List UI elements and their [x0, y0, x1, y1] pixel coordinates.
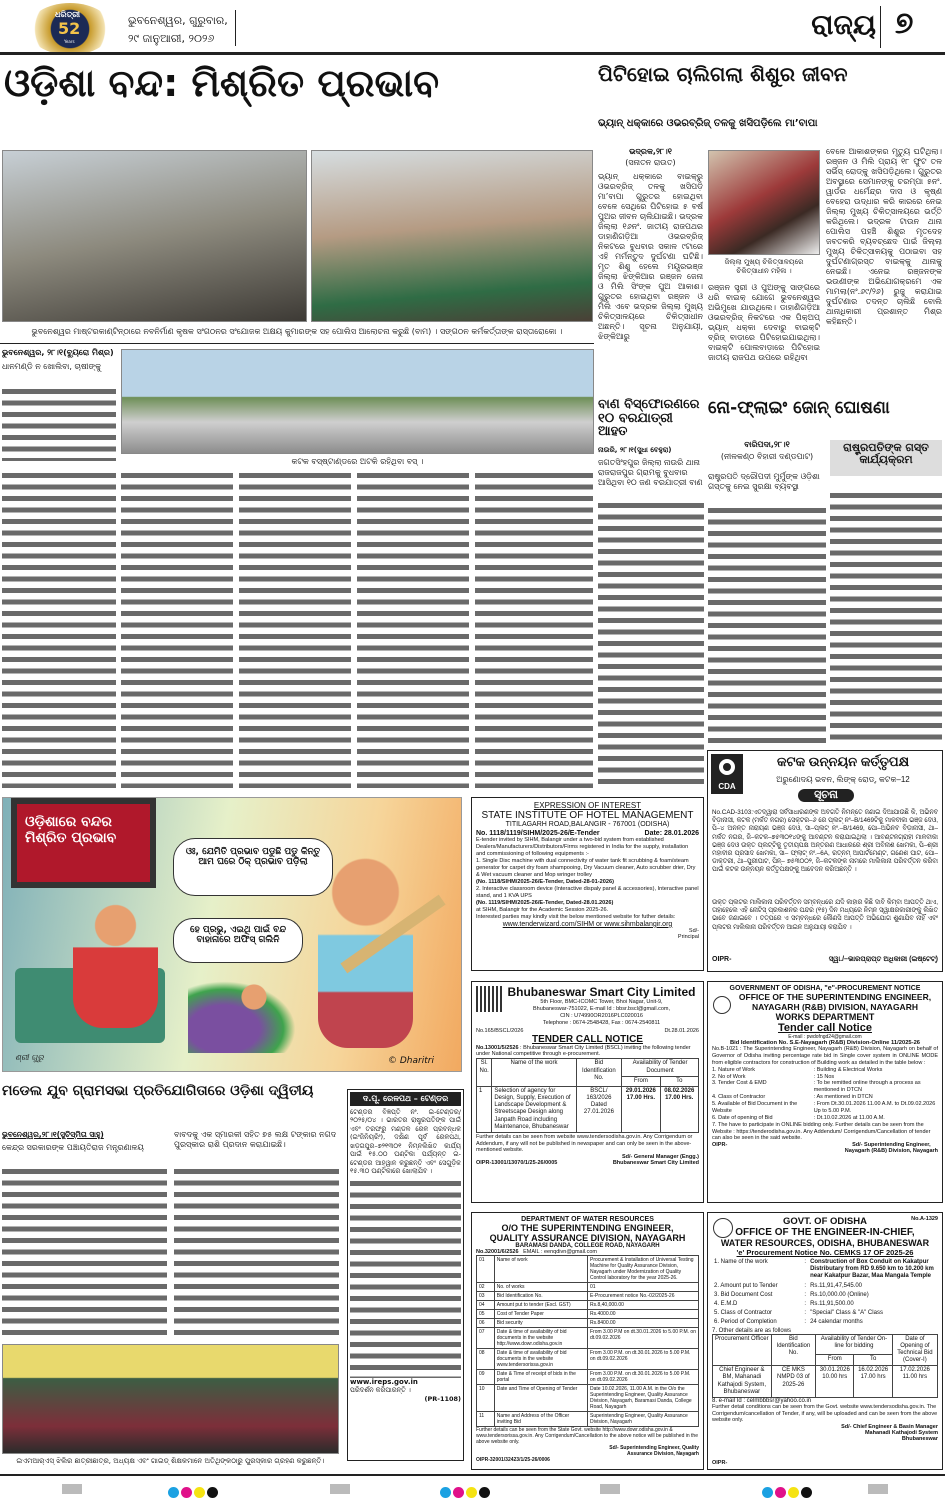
- bscl-oipr: OIPR-13001/13070/1/25-26/0005: [476, 1159, 558, 1166]
- eic-item-value: 24 calendar months: [810, 1319, 863, 1326]
- rb-item-label: 2. No of Work: [712, 1073, 746, 1080]
- cell: 09: [477, 1370, 495, 1385]
- cda-address: ଅରୁଣୋଦୟ ଭବନ, ଲିଙ୍କ୍ ରୋଡ୍, କଟକ–12: [776, 775, 910, 784]
- eic-oipr: OIPR-: [712, 1460, 728, 1466]
- rail-tender-website: www.ireps.gov.in: [350, 1377, 418, 1386]
- odisha-emblem-icon: [713, 996, 731, 1014]
- rb-item-value: : Dt.10.02.2026 at 11.00 A.M.: [813, 1114, 885, 1121]
- cell: 08.02.2026 17.00 Hrs.: [660, 1086, 698, 1132]
- cell: Chief Engineer & BM, Mahanadi Kathajodi System, Bhubaneswar: [713, 1366, 772, 1398]
- speech-bubble-1: ଓଃ, ଯେମିତି ପ୍ରଭାବ ପଡୁଛି ପଡୁ କିନ୍ତୁ ଆମ ଘରେ ଠିକ୍ ପ୍ରଭାବ ପଡ଼ିଲା: [173, 838, 333, 896]
- table-row: [477, 1283, 699, 1292]
- gramsabha-col2-intro: ବାବଦକୁ ଏକ ସ୍ମାରକୀ ସହିତ ୭୫ ଲକ୍ଷ ଟଙ୍କାର ନଗଦ ପୁରସ୍କାର ରାଶି ପ୍ରଦାନ କରାଯାଇଛି।: [174, 1130, 337, 1149]
- rail-tender-code: (PR-1108): [424, 1394, 461, 1403]
- qa-tender-table: [476, 1255, 699, 1427]
- nofly-body-col1: [708, 505, 826, 745]
- nofly-dateline: ବାରିପଦା,୨୮।୧: [744, 440, 790, 449]
- th: Date of Opening of Technical Bid (Cover-I): [892, 1334, 937, 1366]
- rail-tender-note: ପରିଦର୍ଶନ କରିପାରନ୍ତି ।: [350, 1385, 411, 1394]
- qa-sign: Sd/- Superintending Engineer, Quality Assurance Division, Nayagarh: [609, 1445, 699, 1457]
- accident-dateline: ଭଦ୍ରକ,୨୮।୧: [629, 147, 672, 156]
- table-row: [477, 1412, 699, 1427]
- eic-item-label: 1. Name of the work: [714, 1259, 768, 1265]
- cell: Name of work: [494, 1256, 587, 1283]
- accident-col3: ବେଳେ ଆକାଶଙ୍କର ମୃତ୍ୟୁ ଘଟିଥିଲା। ରଞ୍ଜନ ଓ ମିଲି ପ୍ରାୟ ୧୮ ଫୁଟ ତଳ ସର୍ଭିସ୍ ରୋଡ୍‌କୁ ଖସିପଡ଼ିଥିଲେ। ଗୁରୁତର ଅବସ୍ଥାରେ ସେମାନଙ୍କୁ ଚରମ୍ପା ୫ନଂ. ୱାର୍ଡର ଧର୍ମେନ୍ଦ୍ର ଦାସ ଓ କୃଷ୍ଣ ବେହେରା ଉଦ୍ଧାର କରି କାରରେ ନେଇ ଜିଲ୍ଲା ମୁଖ୍ୟ ଚିକିତ୍ସାଳୟରେ ଭର୍ତ୍ତି କରିଥିଲେ। ଭଦ୍ରକ ଟାଉନ ଥାନା ପୋଲିସ ପହଞ୍ଚି ଶିଶୁର ମୃତଦେହ ଜବତକରି ବ୍ୟବଚ୍ଛେଦ ପାଇଁ ଜିଲ୍ଲା ମୁଖ୍ୟ ଚିକିତ୍ସାଳୟକୁ ପଠାଇବା ସହ ଦୁର୍ଘଟଣାଗ୍ରସ୍ତ ବାଇକ୍‌କୁ ଥାନାକୁ ନେଇଛି। ଏନେଇ ରଞ୍ଜନଙ୍କ ଭଉଣୀଙ୍କ ଅଭିଯୋଗକ୍ରମେ ଏକ ମାମଲା(ନଂ.୬୯/୨୬) ରୁଜୁ କରାଯାଇ ଦୁର୍ଘଟଣାର ତଦନ୍ତ ଚାଲିଛି ବୋଲି ଥାନାଧିକାରୀ ପ୍ରଶାନ୍ତ ମିଶ୍ର କହିଛନ୍ତି।: [826, 147, 942, 326]
- cell: From 3.00 P.M on dt.30.01.2026 to 5.00 P.M. on dt.09.02.2026: [587, 1328, 698, 1349]
- table-row: [477, 1310, 699, 1319]
- rb-items: [712, 1067, 938, 1122]
- cell: 01: [477, 1256, 495, 1283]
- lead-body-col1b: [2, 470, 116, 788]
- nofly-schedule-box: ରାଷ୍ଟ୍ରପତିଙ୍କ ଗସ୍ତ କାର୍ଯ୍ୟକ୍ରମ: [830, 440, 942, 476]
- eoi-item-2-ref: (No. 1119/SIHM/2025-26/E-Tender, Dated-28.01.2026): [476, 899, 614, 906]
- table-row: [477, 1319, 699, 1328]
- rb-item-value: : Building & Electrical Works: [813, 1066, 883, 1073]
- registration-gray-mark: [600, 1484, 620, 1494]
- bus-photo-caption: କଟକ ବସ୍‌ଷ୍ଟାଣ୍ଡରେ ଅଟକି ରହିଥିବା ବସ୍ ।: [291, 457, 424, 466]
- cell: CE MKS NMPD 03 of 2025-26: [771, 1366, 816, 1398]
- accident-photo-caption: ଜିଲ୍ଲା ମୁଖ୍ୟ ଚିକିତ୍ସାଳୟରେ ଚିକିତ୍ସାଧୀନ ମହିଳା ।: [724, 258, 804, 275]
- rail-tender-ad: [347, 1089, 464, 1461]
- table-row: [477, 1349, 699, 1370]
- cell: Superintending Engineer, Quality Assurance Division, Nayagarh: [587, 1412, 698, 1427]
- cell: 07: [477, 1328, 495, 1349]
- rb-item-label: 3. Tender Cost & EMD: [712, 1080, 767, 1087]
- lead-photo-caption: ଭୁବନେଶ୍ୱର ମାଷ୍ଟରକାଣ୍ଟିନ୍‌ଠାରେ ନବନିର୍ମାଣ କୃଷକ ସଂଗଠନର ସଂଯୋଜକ ଅକ୍ଷୟ କୁମାରଙ୍କ ସହ ପୋଲିସ ଆଲୋଚନା କରୁଛି (ବାମ) । ସଙ୍ଗଠନ କର୍ମକର୍ତ୍ତାଙ୍କ ରାସ୍ତାରୋକୋ ।: [31, 327, 563, 336]
- cell: 10: [477, 1385, 495, 1412]
- qa-ref: No.32001/6/2526: [476, 1249, 519, 1255]
- nofly-body-col2: [830, 490, 942, 745]
- eic-item-label: 2. Amount put to Tender: [714, 1282, 778, 1289]
- cell: From 3.00 P.M. on dt.30.01.2026 to 5.00 P.M. on dt.09.02.2026: [587, 1370, 698, 1385]
- lead-headline: ଓଡ଼ିଶା ବନ୍ଦ: ମିଶ୍ରିତ ପ୍ରଭାବ: [4, 61, 440, 105]
- eic-item: [712, 1282, 938, 1291]
- accident-subhead: ଭ୍ୟାନ୍ ଧକ୍କାରେ ଓଭରବ୍ରିଜ୍ ତଳକୁ ଖସିପଡ଼ିଲେ ମା’ବାପା: [598, 118, 818, 129]
- cell: Date & Time of receipt of bids in the portal: [494, 1370, 587, 1385]
- cell: Name and Address of the Officer inviting Bid: [494, 1412, 587, 1427]
- cda-logo: CDA: [711, 754, 743, 794]
- eic-water-resources-ad: [707, 1212, 943, 1470]
- qa-address: BARAMASI DANDA, COLLEGE ROAD, NAYAGARH: [515, 1243, 660, 1249]
- rb-item: [712, 1115, 938, 1122]
- th: From: [816, 1354, 854, 1366]
- eoi-number: No. 1118/1119/SIHM/2025-26/E-Tender: [476, 830, 600, 837]
- cell: 29.01.2026 17.00 Hrs.: [622, 1086, 660, 1132]
- bscl-intro-num: No.13001/5/2526: [476, 1044, 519, 1051]
- rb-item-value: : As mentioned in DTCN: [813, 1094, 873, 1101]
- eic-item-label: 3. Bid Document Cost: [714, 1291, 773, 1298]
- bscl-intro: : Bhubaneswar Smart City Limited (BSCL) inviting the following tender under National competitive through e-procurement.: [476, 1044, 691, 1058]
- bscl-logo: [476, 986, 502, 1012]
- eic-item-sep: :: [804, 1259, 807, 1265]
- rb-item: [712, 1101, 938, 1115]
- lead-photo-protest: [311, 150, 593, 322]
- cell: Date and Time of Opening of Tender: [494, 1385, 587, 1412]
- cell: 30.01.2026 10.00 hrs: [816, 1366, 854, 1398]
- th: To: [854, 1354, 892, 1366]
- th: From: [622, 1076, 660, 1086]
- eic-item-sep: :: [804, 1282, 807, 1289]
- bscl-address: 5th Floor, BMC-ICOMC Tower, Bhoi Nagar, Unit-9,: [540, 999, 663, 1005]
- eic-items: [712, 1258, 938, 1328]
- eic-item-sep: :: [804, 1300, 807, 1307]
- eoi-date: Date: 28.01.2026: [644, 830, 699, 837]
- cartoon-girl-laundry: [188, 973, 308, 1053]
- table-row: [477, 1086, 699, 1132]
- rb-item: [712, 1074, 938, 1081]
- rb-item: [712, 1080, 938, 1094]
- nofly-headline: ନୋ-ଫ୍ଲାଇଂ ଜୋନ୍ ଘୋଷଣା: [708, 398, 890, 418]
- rb-intro: No.B-1021 : The Superintending Engineer, Nayagarh (R&B) Division, Nayagarh on behalf of Governor of Odisha inviting percentage rate bid in Single cover system in ONLINE MODE from eligible contractors for construction of Building work as detailed in the table below :: [712, 1046, 938, 1066]
- cell: Rs.8400.00: [587, 1319, 698, 1328]
- gramsabha-photo-caption: ଇଏମଆର୍‌ଏସ୍ ଝିଲିର ଛାତ୍ରୀଛାତ୍ର, ଅଧ୍ୟକ୍ଷ ଏବଂ ଗାଇଡ୍ ଶିକ୍ଷକମାନେ ଅତିଥିଙ୍କଠାରୁ ପୁରସ୍କାର ଗ୍ରହଣ କରୁଛନ୍ତି।: [16, 1457, 325, 1465]
- cell: Rs.8,40,000.00: [587, 1301, 698, 1310]
- bscl-signer: Bhubaneswar Smart City Limited: [612, 1159, 699, 1166]
- rb-item-value: : From Dt.30.01.2026 11.00 A.M. to Dt.09.02.2026 Up to 5.00 P.M.: [813, 1101, 936, 1114]
- bscl-title: TENDER CALL NOTICE: [532, 1033, 643, 1045]
- table-row: [477, 1256, 699, 1283]
- gramsabha-body-col2: [174, 1166, 339, 1341]
- eic-item: [712, 1258, 938, 1282]
- eic-item: [712, 1300, 938, 1309]
- eic-item-7: 7. Other details are as follows: [712, 1327, 792, 1334]
- cell: BSCL/ 163/2026 Dated 27.01.2026: [576, 1086, 621, 1132]
- rb-item-label: 1. Nature of Work: [712, 1066, 755, 1073]
- rb-item-label: 5. Available of Bid Document in the Website: [712, 1101, 798, 1114]
- rb-sign: Sd/- Superintending Engineer,: [852, 1142, 931, 1149]
- registration-gray-mark: [330, 1484, 350, 1494]
- cell: Selection of agency for Design, Supply, Execution of Landscape Development & Streetscape Design along Janpath Road including Maintenance, Bhubaneswar: [492, 1086, 576, 1132]
- table-row: [477, 1385, 699, 1412]
- eoi-intro: E-tender invited by SIHM, Balangir under a two-bid system from established Dealers/Manufacturers/Distributors/Firms registered in India for the supply, installation and commissioning of following equipments :-: [476, 837, 689, 857]
- eic-signer-2: Bhubaneswar: [901, 1435, 938, 1442]
- bscl-address-2: Bhubaneswar-751022, E-mail Id : bbsr.bscl@gmail.com,: [532, 1006, 671, 1013]
- rb-email: E-mail : pwdofngd24@gmail.com: [788, 1034, 862, 1040]
- th: Availability of Tender On-line for bidding: [816, 1334, 893, 1354]
- anniversary-logo: ଧରିତ୍ରୀ 52 Years: [28, 3, 112, 55]
- accident-photo: [708, 150, 820, 255]
- rb-bid-id: Bid Identification No. S.E-Nayagarh (R&B) Division-Online 11/2025-26: [729, 1040, 921, 1046]
- gramsabha-body-col1: [2, 1166, 167, 1341]
- qa-email: EMAIL : eenqdivn@gmail.com: [523, 1249, 597, 1255]
- qa-org-1: O/O THE SUPERINTENDING ENGINEER,: [501, 1223, 674, 1233]
- cell: Amount put to tender (Excl. GST): [494, 1301, 587, 1310]
- cda-notice-ad: [707, 750, 943, 972]
- table-row: [713, 1366, 938, 1398]
- eic-item-label: 6. Period of Completion: [714, 1319, 777, 1326]
- rb-org-1: OFFICE OF THE SUPERINTENDING ENGINEER,: [738, 992, 932, 1002]
- cell: Bid Identification No.: [494, 1292, 587, 1301]
- rb-oipr: OIPR-: [712, 1142, 728, 1149]
- footer-rule: [0, 1474, 945, 1476]
- rail-tender-body: ଟେଣ୍ଡର ବିଜ୍ଞପ୍ତି ନଂ. ଇ-ଟେଣ୍ଡର/୨୦୨୫/୦୪ । ଭାରତର ରାଷ୍ଟ୍ରପତିଙ୍କ ପାଇଁ ଏବଂ ତରଫରୁ ମଣ୍ଡଳ ରେଳ ପ୍ରବନ୍ଧକ (ଇଂଜିନିୟରିଂ), ଦକ୍ଷିଣ ପୂର୍ବ ରେଳପଥ, ଖଡ଼ଗପୁର–୭୨୧୩୦୧ ନିମ୍ନଲିଖିତ କାର୍ଯ୍ୟ ପାଇଁ ୧୫.୦୦ ଘଣ୍ଟିକା ପର୍ଯ୍ୟନ୍ତ ଇ-ଟେଣ୍ଡର ଆହ୍ୱାନ କରୁଛନ୍ତି ଏବଂ ସେଗୁଡ଼ିକ ୧୫.୩୦ ଘଣ୍ଟିକାରେ ଖୋଲାଯିବ ।: [350, 1108, 461, 1176]
- nayagarh-rb-tender-ad: [707, 981, 943, 1203]
- eic-item-value: "Special" Class & "A" Class: [810, 1310, 883, 1317]
- bscl-org: Bhubaneswar Smart City Limited: [507, 985, 696, 999]
- eic-item: [712, 1309, 938, 1318]
- eic-item-value: Rs.11,91,47,545.00: [810, 1282, 862, 1289]
- accident-headline: ପିଟିହୋଇ ଚାଲିଗଲା ଶିଶୁର ଜୀବନ: [598, 62, 848, 86]
- rb-item-value: : 15 Nos: [813, 1073, 835, 1080]
- sihm-eoi-ad: [471, 797, 704, 971]
- th: Bid Identification No.: [576, 1059, 621, 1087]
- eic-item-value: Construction of Box Conduit on Kakatpur Distributary from RD 9.650 km to 10.200 km near Kakatpur Bazar, Maa Mangala Temple: [810, 1259, 934, 1280]
- qa-dept: DEPARTMENT OF WATER RESOURCES: [521, 1216, 654, 1223]
- rb-kicker: GOVERNMENT OF ODISHA, "e"-PROCUREMENT NOTICE: [729, 985, 921, 992]
- qa-nayagarh-tender-ad: [471, 1212, 704, 1470]
- masthead-rule: [0, 52, 945, 55]
- cda-body: No.CAD-3103:ଏତଦ୍ୱାରା ସର୍ବସାଧାରଣଙ୍କ ଅବଗତି ନିମନ୍ତେ ଜଣାଇ ଦିଆଯାଉଛି କି, ଅଭିନବ ବିଡ଼ାନାସୀ, କଟକ (ମର୍କତ ନଗର) ସେକ୍ଟର–୬ ରେ ପ୍ଲଟ୍ ନଂ–B/1469ଟିକୁ ମାଳବୀକା ଭଞ୍ଜ ଦେଓ, ପି–୪ ଅନନ୍ତ ନାରାୟଣ ଭଞ୍ଜ ଦେଓ, ସା–ପ୍ଲଟ୍ ନଂ.–B/1469, ପୋ–ଅଭିନବ ବିଡ଼ାନାସୀ, ଥା–ମର୍କତ ନଗର, ଜି–କଟକ–୭୫୩୦୧୪ଙ୍କୁ ଆବଣ୍ଟନ କରାଯାଇଥିଲା । ଆବଣ୍ଟନଗ୍ରାହୀ ମାଳବୀକା ଭଞ୍ଜ ଦେଓ ଉକ୍ତ ପ୍ଲଟ୍‌ଟିକୁ ତୃତୀୟପକ୍ଷ ଅନ୍ତରଣ ଆଧାରରେ ଶ୍ରୀ ଅବିନାଶ ଖେମକା, ପି–ଶ୍ରୀ ମହାବୀର ପ୍ରସାଦ ଖେମକା, ସା– ଫ୍ଲାଟ୍ ନଂ.–6A, ରତ୍ନମ୍ ଆପାର୍ଟମେଣ୍ଟ, ଗଣେଶ ଘାଟ, ପୋ–ଡାକ୍ତରୀ, ଥା–ପୁରୀଘାଟ, ପିନ୍– ୭୫୩୦୦୨, ଜି–କଟକଙ୍କ ନାମରେ ମାଲିକାନା ପରିବର୍ତ୍ତନ କରିବା ପାଇଁ କଟକ ଉନ୍ନୟନ କର୍ତ୍ତୃପକ୍ଷଙ୍କୁ ଆବେଦନ କରିଅଛନ୍ତି ।: [712, 809, 938, 874]
- rb-item-label: 6. Date of opening of Bid: [712, 1114, 773, 1121]
- eic-item-sep: :: [804, 1310, 807, 1317]
- rb-title: Tender call Notice: [778, 1022, 872, 1034]
- eoi-org: STATE INSTITUTE OF HOTEL MANAGEMENT: [481, 810, 694, 821]
- cell: Date & time of availability of bid documents in the website http://www.dowr.odisha.gov.in: [494, 1328, 587, 1349]
- cmyk-registration-marks: [168, 1483, 220, 1502]
- divider: [0, 343, 594, 344]
- eoi-address: TITILAGARH ROAD,BALANGIR - 767001 (ODISHA): [505, 821, 670, 828]
- cell: Cost of Tender Paper: [494, 1310, 587, 1319]
- cell: 03: [477, 1292, 495, 1301]
- cell: 16.02.2026 17.00 hrs: [854, 1366, 892, 1398]
- eic-item: [712, 1318, 938, 1327]
- eic-sign: Sd/- Chief Engineer & Basin Manager: [841, 1423, 938, 1430]
- masthead: [0, 0, 945, 56]
- qa-org-2: QUALITY ASSURANCE DIVISION, NAYAGARH: [489, 1233, 686, 1243]
- divider: [880, 6, 881, 48]
- cell: E-Procurement notice No.-02/2025-26: [587, 1292, 698, 1301]
- bscl-sign: Sd/- General Manager (Engg.): [621, 1153, 699, 1160]
- cell: Date & time of availability of bid documents in the website www.tendersorissa.gov.in: [494, 1349, 587, 1370]
- table-row: [477, 1370, 699, 1385]
- rb-item-label: 4. Class of Contractor: [712, 1094, 766, 1101]
- speech-bubble-2: ହେ ପ୍ରଭୁ, ଏଇଥି ପାଇଁ ବନ୍ଦ ବାହାନାରେ ଅଫିସ୍ ଗଲିନି: [173, 918, 303, 963]
- rb-org-2: NAYAGARH (R&B) DIVISION, NAYAGARH: [752, 1002, 918, 1012]
- cell: 1: [477, 1086, 492, 1132]
- cmyk-registration-marks: [762, 1483, 814, 1502]
- lead-intro: ଧାନମଣ୍ଡି ନ ଖୋଲିବା, ଚାଷୀଙ୍କୁ: [2, 362, 102, 371]
- accident-col2: ରଞ୍ଜନ ସ୍ତ୍ରୀ ଓ ପୁଅଙ୍କୁ ସାଙ୍ଗରେ ଧରି ବାଇକ୍ ଯୋଗେ ଭୁବନେଶ୍ୱର ଅଭିମୁଖେ ଯାଉଥିଲେ। ଡାହାଣିଗଡ଼ିଆ ଓଭରବ୍ରିଜ୍ ନିକଟରେ ଏକ ପିକ୍‌ଅପ୍ ଭ୍ୟାନ୍ ଧକ୍କା ଦେବାରୁ ବାଇକ୍‌ଟି ବ୍ରିଜ୍ ବାଡ଼ାରେ ପିଟିହୋଇଯାଇଥିଲା। ବାଇକ୍‌ଟି ପୋଲବାଡ଼ାରେ ପିଟିହୋଇ ଜାତୀୟ ରାଜପଥ ଉପରେ ରହିଥିବା: [708, 283, 820, 362]
- eic-item-label: 4. E.M.D: [714, 1300, 738, 1307]
- registration-gray-mark: [868, 1484, 888, 1494]
- eoi-kicker: EXPRESSION OF INTEREST: [533, 801, 642, 810]
- eic-no: No.A-1329: [911, 1216, 938, 1222]
- eoi-item-2: 2. Interactive classroom device (Interactive dispaly panel & accessories), Interactive panel stand, and 1 KVA UPS: [476, 885, 699, 899]
- eic-item-value: Rs.10,000.00 (Online): [810, 1291, 869, 1298]
- eoi-sign: Sd/-: [688, 927, 699, 934]
- accident-reporter: (ସନାତନ ରାଉତ): [625, 158, 676, 167]
- bscl-tender-ad: [471, 981, 704, 1203]
- th: Availability of Tender Document: [622, 1059, 699, 1076]
- rail-tender-title: ଦ.ପୂ. ରେଳପଥ – ଟେଣ୍ଡର: [350, 1092, 461, 1106]
- cell: 01: [587, 1283, 698, 1292]
- gramsabha-dateline: ଭୁବନେଶ୍ୱର,୨୮।୧(ସୁଚିସ୍ମିତା ସାହୁ): [2, 1130, 104, 1139]
- eic-item-sep: :: [804, 1319, 807, 1326]
- gramsabha-intro: କେନ୍ଦ୍ର ସରକାରଙ୍କ ପଞ୍ଚାୟତିରାଜ ମନ୍ତ୍ରଣାଳୟ: [2, 1143, 144, 1152]
- edition-place-day: ଭୁବନେଶ୍ୱର, ଗୁରୁବାର,: [128, 14, 228, 27]
- rb-signer: Nayagarh (R&B) Division, Nayagarh: [844, 1148, 938, 1155]
- cell: Procurement & Installation of Universal Testing Machine for Quality Assurance Division, Nayagarh under Modernization of Quality Control laboratory for the year 2025-26.: [587, 1256, 698, 1283]
- edition-date: ୨୯ ଜାନୁଆରୀ, ୨୦୨୬: [128, 32, 215, 45]
- firecracker-body: [598, 500, 704, 788]
- accident-col1: ଭ୍ୟାନ୍ ଧକ୍କାରେ ବାଇକ୍‌ରୁ ଓଭରବ୍ରିଜ୍ ତଳକୁ ଖସିପଡ଼ି ମା’ବାପା ଗୁରୁତର ହୋଇଥିବା ବେଳେ ସେଥିରେ ପିଟିହୋଇ ୫ ବର୍ଷ ପୁଅର ଜୀବନ ଚାଲିଯାଇଛି। ଭଦ୍ରକ ଜିଲ୍ଲା ୧୬ନଂ. ଜାତୀୟ ରାଜପଥର ଡାହାଣିଗଡ଼ିଆ ଓଭରବ୍ରିଜ୍ ନିକଟରେ ବୁଧବାର ସକାଳ ୯ଟାରେ ଏହି ମର୍ମନ୍ତୁଦ ଦୁର୍ଘଟଣା ଘଟିଛି। ମୃତ ଶିଶୁ ହେଲେ ମୟୂରଭଞ୍ଜ ଜିଲ୍ଲା ଝିଙ୍କିଆର ରଞ୍ଜନ ଜେନା ଓ ମିଲି ସିଂଙ୍କ ପୁଅ ଆକାଶ। ଗୁରୁତର ହୋଇଥିବା ରଞ୍ଜନ ଓ ମିଲି ଏବେ ଭଦ୍ରକ ଜିଲ୍ଲା ମୁଖ୍ୟ ଚିକିତ୍ସାଳୟରେ ଚିକିତ୍ସାଧୀନ ଅଛନ୍ତି। ସୂଚନା ଅନୁଯାୟୀ, ଝିଙ୍କିଆରୁ: [598, 172, 703, 341]
- cell: 11: [477, 1412, 495, 1427]
- th: Sl. No.: [477, 1059, 492, 1087]
- odisha-emblem-icon: [713, 1218, 733, 1238]
- nofly-intro: ରାଷ୍ଟ୍ରପତି ଦ୍ରୌପଦୀ ମୁର୍ମୁଙ୍କ ଓଡ଼ିଶା ଗସ୍ତକୁ ନେଇ ସୁରକ୍ଷା ବ୍ୟବସ୍ଥା: [708, 472, 820, 491]
- eic-tender-table: [712, 1334, 938, 1399]
- cell: No. of works: [494, 1283, 587, 1292]
- lead-body-col2: [121, 470, 233, 788]
- eic-email: 8. e-mail Id : celmbbbsr@yahoo.co.in: [712, 1398, 812, 1404]
- cartoon-credit: © Dharitri: [388, 1056, 434, 1066]
- qa-oipr: OIPR-32001/32423/1/25-26/0006: [476, 1457, 550, 1463]
- lead-body-col3: [239, 470, 351, 788]
- table-row: [477, 1292, 699, 1301]
- cda-notice-title: ସୂଚନା: [798, 789, 854, 802]
- table-row: [477, 1328, 699, 1349]
- rb-item-7: 7. The have to participate in ONLINE bidding only. Further details can be seen from the Website : https://tenderodisha.gov.in. Any Addendum/ Corrigendum/Cancellation of tender can also be seen in the said website.: [712, 1121, 931, 1142]
- cda-sign: ସ୍ୱା./–ଭାରପ୍ରାପ୍ତ ଅଧିକାରୀ (ଇଷ୍ଟେଟ୍): [828, 956, 938, 963]
- eoi-session: at SIHM, Balangir for the Academic Session 2025-26.: [476, 906, 609, 913]
- table-row: [477, 1301, 699, 1310]
- th: Name of the work: [492, 1059, 576, 1087]
- bscl-tender-table: [476, 1058, 699, 1133]
- cell: 05: [477, 1310, 495, 1319]
- cda-oipr: OIPR-: [712, 956, 732, 963]
- eic-org-3: WATER RESOURCES, ODISHA, BHUBANESWAR: [720, 1238, 930, 1248]
- cartoon-woman: [73, 903, 158, 1028]
- gramsabha-headline: ମଡେଲ ଯୁବ ଗ୍ରାମସଭା ପ୍ରତିଯୋଗିତାରେ ଓଡ଼ିଶା ଦ୍ୱିତୀୟ: [2, 1083, 314, 1099]
- cell: 04: [477, 1301, 495, 1310]
- th: Bid Identification No.: [771, 1334, 816, 1366]
- section-name: ରାଜ୍ୟ: [811, 8, 876, 41]
- cell: Rs.4000.00: [587, 1310, 698, 1319]
- th: To: [660, 1076, 698, 1086]
- bscl-phone: Telephone : 0674-2548428, Fax : 0674-2540811: [542, 1020, 661, 1027]
- firecracker-dateline: ନାଉରି, ୨୮।୧(ସୁଧା ବେହୁରା): [598, 446, 672, 454]
- rb-item-value: : To be remitted online through a process as mentioned in DTCN: [813, 1080, 921, 1094]
- nofly-reporter: (ନୀଳକଣ୍ଠ ବିହାରୀ ଦଣ୍ଡପାଟ): [720, 452, 814, 461]
- firecracker-headline: ବାଣ ବିସ୍ଫୋରଣରେ ୧୦ ବରଯାତ୍ରୀ ଆହତ: [598, 397, 700, 440]
- cell: Bid security: [494, 1319, 587, 1328]
- eoi-signer: Principal: [677, 933, 699, 940]
- cmyk-registration-marks: [440, 1483, 492, 1502]
- cartoon-tv: ଓଡ଼ିଶାରେ ବନ୍ଦର ମିଶ୍ରିତ ପ୍ରଭାବ: [11, 798, 156, 888]
- eic-item-label: 5. Class of Contractor: [714, 1310, 773, 1317]
- rb-item: [712, 1067, 938, 1074]
- cell: Date 10.02.2026, 11.00 A.M. in the O/o the Superintending Engineer, Quality Assurance Division, Nayagarh, Baramasi Danda, College Road, Nayagarh: [587, 1385, 698, 1412]
- rb-dept: WORKS DEPARTMENT: [775, 1012, 875, 1022]
- eoi-note: Interested parties may kindly visit the below mentioned website for futher details:: [476, 913, 676, 920]
- cartoonist-signature: ଶ୍ରୀ ଗୁରୁ: [15, 1053, 44, 1062]
- lead-byline: ଭୁବନେଶ୍ୱର, ୨୮।୧(ବ୍ୟୁରୋ ମିଶ୍ର): [2, 348, 114, 357]
- bscl-cin: CIN : U74990OR2016PLC020016: [560, 1013, 643, 1020]
- eic-signer: Mahanadi Kathajodi System: [864, 1429, 938, 1436]
- eic-item-sep: :: [804, 1291, 807, 1298]
- gramsabha-photo: [2, 1344, 339, 1454]
- eic-title: 'e' Procurement Notice No. CEMKS 17 OF 2025-26: [736, 1248, 914, 1257]
- cda-body-2: ଉକ୍ତ ପ୍ଲଟର ମାଲିକାନା ପରିବର୍ତ୍ତନ ସମ୍ବନ୍ଧରେ ଯଦି କାହାର କିଛି ଦାବି କିମ୍ବା ଆପତ୍ତି ଥାଏ, ତାହାହେଲେ ଏହି ନୋଟିସ୍ ପ୍ରକାଶନର ପନ୍ଦର (୧୫) ଦିନ ମଧ୍ୟରେ ନିମ୍ନ ସ୍ୱାକ୍ଷରକାରୀଙ୍କୁ ଲିଖିତ ଭାବେ ଜଣାଇବେ । ତତ୍ପରେ ଏ ସମ୍ବନ୍ଧରେ କୌଣସି ଆପତ୍ତି ଅଭିଯୋଗ ଶୁଣାଯିବ ନାହିଁ ଏବଂ ପ୍ଲଟର ମାଲିକାନା ପରିବର୍ତ୍ତନ ଆଇନ ଅନୁଯାୟୀ କରାଯିବ ।: [712, 899, 938, 931]
- cell: 06: [477, 1319, 495, 1328]
- eic-org-1: GOVT. OF ODISHA: [783, 1216, 867, 1227]
- eic-item: [712, 1291, 938, 1300]
- firecracker-intro: ଜଗତସିଂହପୁର ଜିଲ୍ଲା ନାଉରି ଥାନା ରାଜରାଜପୁର ଗ୍ରାମକୁ ବୁଧବାର ଆସିଥିବା ୧୦ ଜଣ ବରଯାତ୍ରୀ ବାଣ: [598, 458, 703, 487]
- eoi-item-1: 1. Single Disc machine with dual connectivity of water tank fit scrubbing & foam/steam generator for carpet dry foam shampooing, Dry Vacuum cleaner, Auto scrubber drier, Dry & Wet vacuum cleaner and Mop wringer trolley: [476, 857, 696, 878]
- rail-tender-body-more: [350, 1178, 461, 1378]
- cell: From 3.00 P.M. on dt.30.01.2026 to 5.00 P.M. on dt.09.02.2026: [587, 1349, 698, 1370]
- lead-body-col1: [2, 386, 116, 461]
- lead-photo-police: [2, 150, 307, 322]
- bscl-ref: No.165/BSCL/2026: [476, 1027, 524, 1034]
- lead-body-col5: [475, 470, 593, 788]
- eoi-item-1-ref: (No. 1118/SIHM/2025-26/E-Tender, Dated-28-01-2026): [476, 878, 614, 885]
- bscl-footer: Further details can be seen from website www.tendersodisha.gov.in. Any Corrigendum or Addendum, if any will not be published in newspaper and can only be seen in the above-mentioned website.: [476, 1134, 693, 1154]
- lead-body-col4: [357, 470, 469, 788]
- cda-org: କଟକ ଉନ୍ନୟନ କର୍ତ୍ତୃପକ୍ଷ: [776, 754, 910, 769]
- cell: 02: [477, 1283, 495, 1292]
- qa-footer: Further details can be seen from the State Govt. website http://www.dowr.odisha.gov.in & www.tendersorissa.gov.in. Any Corrigendum/Cancellation to the above notice will be published in the above website only.: [476, 1427, 698, 1445]
- editorial-cartoon: [2, 797, 462, 1072]
- eoi-websites[interactable]: www.tenderwizard.com/SIHM or www.sihmbalangir.org: [502, 920, 673, 928]
- page-number: ୭: [895, 6, 914, 41]
- cell: 08: [477, 1349, 495, 1370]
- cell: 17.02.2026 11.00 hrs: [892, 1366, 937, 1398]
- eic-footer: Further detail conditions can be seen from the Govt. website www.tendersodisha.gov.in. The Corrigendum/cancellation of Tender, if any, will be uploaded and can be seen from the above website only.: [712, 1404, 938, 1424]
- bscl-date: Dt.28.01.2026: [664, 1027, 699, 1034]
- th: Procurement Officer: [713, 1334, 772, 1366]
- rb-item: [712, 1094, 938, 1101]
- divider: [235, 10, 236, 46]
- eic-org-2: OFFICE OF THE ENGINEER-IN-CHIEF,: [735, 1227, 915, 1238]
- registration-gray-mark: [62, 1484, 82, 1494]
- lead-photo-buses: [121, 349, 594, 454]
- eic-item-value: Rs.11,91,500.00: [810, 1300, 854, 1307]
